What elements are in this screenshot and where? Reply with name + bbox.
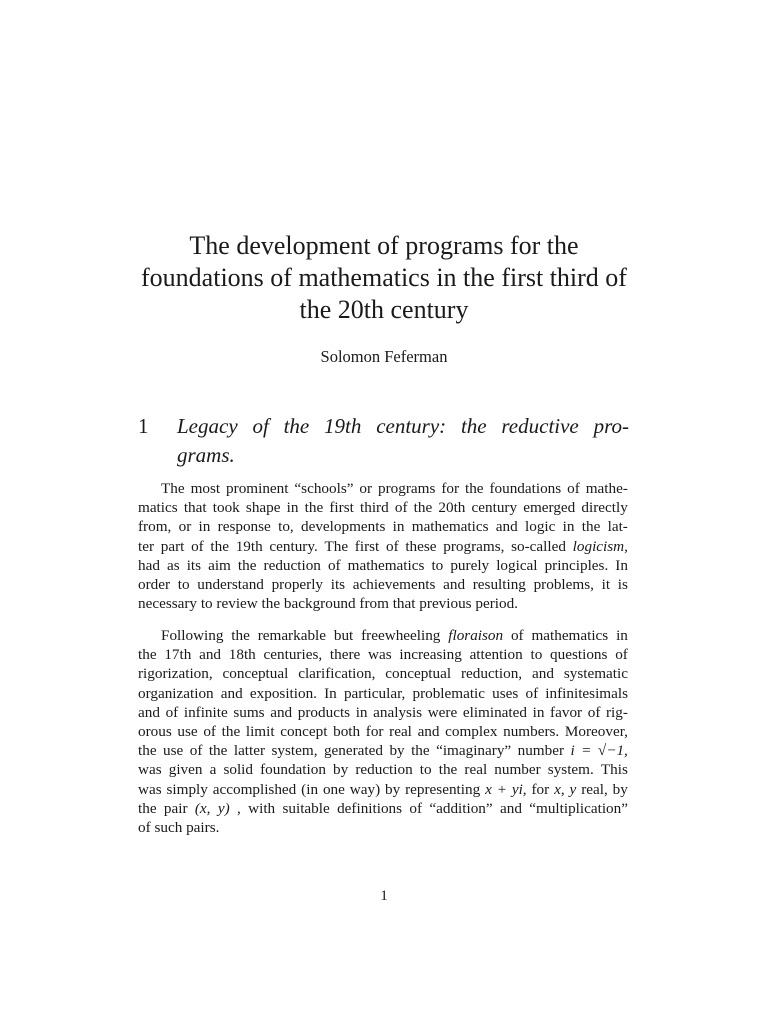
word: logicism, xyxy=(572,537,628,555)
word: to, xyxy=(278,518,294,536)
word: the xyxy=(138,742,157,760)
word: and xyxy=(138,703,160,721)
word: use xyxy=(163,742,184,760)
word: This xyxy=(600,761,628,779)
word: by xyxy=(333,761,349,779)
word: logic xyxy=(525,518,556,536)
word: and xyxy=(199,646,222,664)
word: of xyxy=(189,742,203,760)
word: order xyxy=(138,575,171,593)
word: the xyxy=(231,627,250,644)
word: way) xyxy=(349,780,381,798)
word: it xyxy=(601,575,611,593)
word: real xyxy=(464,761,488,779)
text-line xyxy=(138,626,628,645)
word: in xyxy=(532,703,545,721)
word: these xyxy=(405,537,437,555)
word: or xyxy=(359,480,373,497)
text-line xyxy=(138,537,628,556)
word: √−1, xyxy=(597,742,628,760)
text: necessary to review the background from that previous period. xyxy=(138,595,518,613)
section-title-word: century: xyxy=(376,414,447,438)
word: of xyxy=(525,684,539,702)
word: y) xyxy=(217,799,230,817)
word: and xyxy=(443,575,466,593)
word: its xyxy=(186,556,202,574)
word: “schools” xyxy=(294,480,354,497)
word: programs xyxy=(378,480,436,497)
word: Following xyxy=(161,627,224,644)
word: increasing xyxy=(399,646,462,664)
word: aim xyxy=(208,556,231,574)
word: of xyxy=(510,627,524,644)
word: is xyxy=(617,575,628,593)
word: yi, xyxy=(511,780,527,798)
text-line xyxy=(138,722,628,741)
word: definitions xyxy=(337,799,403,817)
word: In xyxy=(615,556,628,574)
word: of xyxy=(587,703,601,721)
word: of xyxy=(394,499,408,517)
word: first xyxy=(329,499,354,517)
word: system. xyxy=(547,761,594,779)
word: (x, xyxy=(194,799,211,817)
word: sums xyxy=(233,703,265,721)
word: latter xyxy=(233,742,266,760)
word: that xyxy=(183,499,207,517)
word: to xyxy=(530,646,543,664)
word: remarkable xyxy=(257,627,327,644)
word: in xyxy=(616,627,628,644)
word: had xyxy=(138,556,160,574)
word: but xyxy=(333,627,354,644)
word: reduction, xyxy=(460,665,523,683)
word: rigorization, xyxy=(138,665,213,683)
word: x, xyxy=(554,780,565,798)
word: and xyxy=(270,703,293,721)
word: concept xyxy=(280,722,328,740)
word: to xyxy=(419,761,432,779)
word: problems, xyxy=(533,575,594,593)
word: The xyxy=(324,537,349,555)
word: complex xyxy=(445,722,498,740)
word: there xyxy=(329,646,361,664)
word: Moreover, xyxy=(564,722,628,740)
word: the xyxy=(208,742,228,760)
word: favor xyxy=(550,703,583,721)
word: lat- xyxy=(607,518,628,536)
word: foundation xyxy=(260,761,326,779)
word: limit xyxy=(245,722,275,740)
word: (in xyxy=(301,780,319,798)
word: the xyxy=(138,799,157,817)
text-line xyxy=(138,818,628,837)
paragraph-1 xyxy=(138,479,628,613)
word: and xyxy=(532,665,554,683)
word: and xyxy=(500,799,522,817)
word: analysis xyxy=(373,703,423,721)
word: particular, xyxy=(343,684,406,702)
word: The xyxy=(161,480,185,497)
word: number xyxy=(494,761,541,779)
word: achievements xyxy=(352,575,436,593)
text-line xyxy=(138,684,628,703)
word: and xyxy=(220,684,243,702)
word: the xyxy=(438,761,458,779)
word: pair xyxy=(163,799,188,817)
word: programs, xyxy=(443,537,505,555)
word: representing xyxy=(405,780,481,798)
word: in xyxy=(392,518,405,536)
text-line xyxy=(138,760,628,779)
word: century xyxy=(471,499,518,517)
word: response xyxy=(217,518,271,536)
section-title-word: the xyxy=(460,414,487,438)
word: rig- xyxy=(606,703,628,721)
word: infinite xyxy=(183,703,228,721)
word: so-called xyxy=(511,537,566,555)
word: ter xyxy=(138,537,155,555)
word: matics xyxy=(138,499,178,517)
word: both xyxy=(333,722,361,740)
section-title-word: reductive xyxy=(501,414,579,438)
word: by xyxy=(612,780,628,798)
word: exposition. xyxy=(249,684,317,702)
word: of xyxy=(567,480,580,497)
word: attention xyxy=(469,646,523,664)
word: “addition” xyxy=(429,799,493,817)
word: was xyxy=(138,780,162,798)
word: i xyxy=(570,742,575,760)
title-line: The development of programs for the xyxy=(189,231,579,260)
section-number: 1 xyxy=(138,414,149,438)
word: purely xyxy=(450,556,490,574)
word: by xyxy=(389,742,405,760)
word: developments xyxy=(301,518,386,536)
word: to xyxy=(431,556,444,574)
word: for xyxy=(365,722,384,740)
word: given xyxy=(168,761,203,779)
word: real xyxy=(389,722,412,740)
text-line xyxy=(138,664,628,683)
text-line xyxy=(138,498,628,517)
word: for xyxy=(441,480,460,497)
word: 20th xyxy=(438,499,466,517)
word: was xyxy=(138,761,162,779)
word: of xyxy=(409,799,423,817)
word: y xyxy=(569,780,577,798)
text-line xyxy=(138,594,628,613)
word: mathematics xyxy=(531,627,609,644)
section-title-line: grams. xyxy=(177,443,235,467)
word: system, xyxy=(271,742,318,760)
word: were xyxy=(427,703,458,721)
word: of xyxy=(191,537,204,555)
word: “imaginary” xyxy=(436,742,512,760)
word: clarification, xyxy=(298,665,376,683)
word: for xyxy=(531,780,550,798)
word: prominent xyxy=(226,480,289,497)
word: the xyxy=(304,499,324,517)
word: of xyxy=(615,646,628,664)
word: properly xyxy=(271,575,324,593)
word: emerged xyxy=(523,499,576,517)
word: the xyxy=(138,646,157,664)
word: as xyxy=(166,556,180,574)
word: x xyxy=(485,780,492,798)
word: In xyxy=(324,684,337,702)
word: real, xyxy=(581,780,608,798)
word: solid xyxy=(223,761,253,779)
word: directly xyxy=(581,499,628,517)
text-line xyxy=(138,741,628,760)
section-title xyxy=(177,412,629,470)
section-title-word: Legacy xyxy=(177,414,238,438)
word: uses xyxy=(492,684,519,702)
text-line xyxy=(138,556,628,575)
word: suitable xyxy=(282,799,330,817)
word: was xyxy=(368,646,392,664)
word: in xyxy=(198,518,211,536)
word: organization xyxy=(138,684,214,702)
word: or xyxy=(178,518,192,536)
word: 17th xyxy=(164,646,192,664)
word: logical xyxy=(496,556,538,574)
text-line xyxy=(138,517,628,536)
word: in xyxy=(562,518,575,536)
word: century. xyxy=(269,537,318,555)
paragraph-2 xyxy=(138,626,628,837)
word: foundations xyxy=(489,480,562,497)
text-line xyxy=(138,479,628,498)
page-number: 1 xyxy=(380,887,388,904)
word: shape xyxy=(245,499,281,517)
word: the xyxy=(237,556,257,574)
word: the xyxy=(221,722,241,740)
text-line xyxy=(138,703,628,722)
word: centuries, xyxy=(263,646,323,664)
word: problematic xyxy=(412,684,486,702)
word: most xyxy=(190,480,221,497)
paper-title xyxy=(120,230,648,326)
text: of such pairs. xyxy=(138,818,220,836)
word: use xyxy=(177,722,198,740)
word: “multiplication” xyxy=(529,799,628,817)
section-title-word: of xyxy=(252,414,269,438)
word: freewheeling xyxy=(361,627,441,644)
word: the xyxy=(581,518,601,536)
word: in xyxy=(286,499,299,517)
word: of xyxy=(203,722,216,740)
word: in xyxy=(355,703,368,721)
title-line: the 20th century xyxy=(299,295,469,324)
word: mathematics xyxy=(411,518,489,536)
word: its xyxy=(330,575,346,593)
word: eliminated xyxy=(462,703,527,721)
section-title-word: pro- xyxy=(593,414,629,438)
word: + xyxy=(496,780,507,798)
word: the xyxy=(210,537,229,555)
word: mathematics xyxy=(347,556,425,574)
word: the xyxy=(411,742,430,760)
author-name: Solomon Feferman xyxy=(320,347,448,366)
word: one xyxy=(322,780,345,798)
word: floraison xyxy=(448,627,504,644)
word: took xyxy=(212,499,240,517)
word: resulting xyxy=(472,575,526,593)
word: and xyxy=(495,518,518,536)
word: conceptual xyxy=(222,665,289,683)
section-title-line xyxy=(177,412,629,441)
word: reduction xyxy=(263,556,321,574)
word: 19th xyxy=(235,537,263,555)
word: of xyxy=(327,556,341,574)
word: of xyxy=(165,703,179,721)
word: numbers. xyxy=(503,722,560,740)
word: and xyxy=(417,722,440,740)
text-line xyxy=(138,575,628,594)
word: mathe- xyxy=(585,480,628,497)
word: 18th xyxy=(228,646,256,664)
text-line xyxy=(138,799,628,818)
word: third xyxy=(360,499,389,517)
word: , xyxy=(236,799,241,817)
word: accomplished xyxy=(212,780,297,798)
word: part xyxy=(160,537,185,555)
word: = xyxy=(581,742,592,760)
text-line xyxy=(138,645,628,664)
word: a xyxy=(209,761,217,779)
word: questions xyxy=(550,646,608,664)
word: orous xyxy=(138,722,172,740)
word: infinitesimals xyxy=(545,684,628,702)
word: the xyxy=(413,499,433,517)
word: number xyxy=(517,742,565,760)
word: from, xyxy=(138,518,172,536)
word: products xyxy=(297,703,351,721)
word: simply xyxy=(166,780,208,798)
word: understand xyxy=(197,575,264,593)
word: to xyxy=(177,575,190,593)
word: generated xyxy=(323,742,383,760)
word: the xyxy=(464,480,484,497)
word: systematic xyxy=(563,665,628,683)
text-line xyxy=(138,780,628,799)
section-title-word: 19th xyxy=(324,414,362,438)
title-line: foundations of mathematics in the first third of xyxy=(141,263,627,292)
word: first xyxy=(354,537,380,555)
word: principles. xyxy=(544,556,609,574)
word: with xyxy=(248,799,276,817)
word: conceptual xyxy=(385,665,452,683)
word: reduction xyxy=(355,761,413,779)
word: by xyxy=(385,780,401,798)
section-title-word: the xyxy=(283,414,310,438)
word: of xyxy=(385,537,399,555)
